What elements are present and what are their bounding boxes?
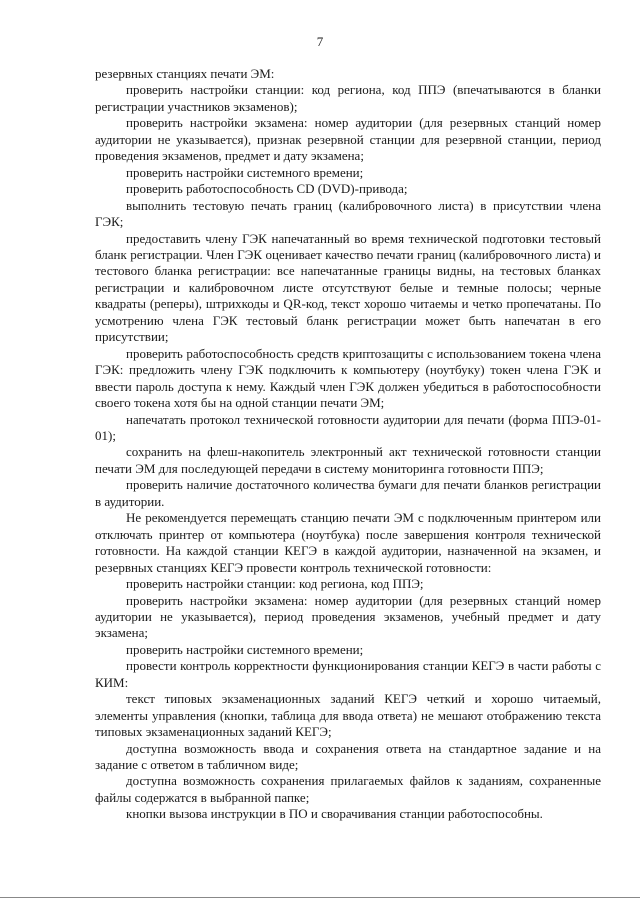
paragraph: резервных станциях печати ЭМ: [95, 66, 275, 81]
paragraph: проверить работоспособность средств криптозащиты с использованием токена члена ГЭК: предложить члену ГЭК подключить к компьютеру (ноутбуку) токен члена ГЭК и ввести пароль доступа к нему. Каждый член ГЭК должен убедиться в работоспособности своего токена хотя бы на одной станции печати ЭМ; [95, 345, 601, 411]
paragraph: доступна возможность сохранения прилагаемых файлов к заданиям, сохраненные файлы содержатся в выбранной папке; [95, 773, 601, 805]
page-number: 7 [316, 34, 324, 49]
paragraph: доступна возможность ввода и сохранения ответа на стандартное задание и на задание с ответом в табличном виде; [95, 740, 601, 773]
paragraph: проверить настройки станции: код региона, код ППЭ (впечатываются в бланки регистрации участников экзаменов); [95, 82, 601, 114]
paragraph: кнопки вызова инструкции в ПО и сворачивания станции работоспособны. [126, 806, 543, 822]
page-bottom-edge [0, 897, 640, 898]
paragraph: проверить наличие достаточного количества бумаги для печати бланков регистрации в аудитории. [95, 477, 601, 509]
paragraph: проверить настройки экзамена: номер аудитории (для резервных станций номер аудитории не указывается), признак резервной станции для резервной станции, период проведения экзаменов, предмет и дату экзамена; [95, 115, 601, 164]
paragraph: сохранить на флеш-накопитель электронный акт технической готовности станции печати ЭМ для последующей передачи в систему мониторинга готовности ППЭ; [95, 444, 601, 476]
paragraph: проверить настройки системного времени; [126, 164, 364, 180]
paragraph: проверить настройки станции: код региона, код ППЭ; [126, 576, 424, 592]
paragraph: проверить настройки системного времени; [126, 641, 364, 657]
paragraph: предоставить члену ГЭК напечатанный во время технической подготовки тестовый бланк регистрации. Член ГЭК оценивает качество печати границ (калибровочного листа) и тестового бланка регистрации: все напечатанные границы видны, на тестовых бланках регистрации и калибровочном листе отсутствуют белые и темные полосы; черные квадраты (реперы), штрихкоды и QR-код, текст хорошо читаемы и четко пропечатаны. По усмотрению члена ГЭК тестовый бланк регистрации может быть напечатан в его присутствии; [95, 230, 601, 345]
paragraph: напечатать протокол технической готовности аудитории для печати (форма ППЭ-01-01); [95, 411, 601, 443]
paragraph: проверить настройки экзамена: номер аудитории (для резервных станций номер аудитории не указывается), период проведения экзаменов, учебный предмет и дату экзамена; [95, 592, 601, 641]
paragraph: провести контроль корректности функционирования станции КЕГЭ в части работы с КИМ: [95, 658, 601, 690]
paragraph: Не рекомендуется перемещать станцию печати ЭМ с подключенным принтером или отключать принтер от компьютера (ноутбука) после завершения контроля технической готовности. На каждой станции КЕГЭ в каждой аудитории, назначенной на экзамен, и резервных станциях КЕГЭ провести контроль технической готовности: [95, 510, 601, 575]
document-body [95, 66, 601, 823]
paragraph: проверить работоспособность CD (DVD)-привода; [126, 181, 408, 197]
paragraph: текст типовых экзаменационных заданий КЕГЭ четкий и хорошо читаемый, элементы управления (кнопки, таблица для ввода ответа) не мешают отображению текста типовых экзаменационных заданий КЕГЭ; [95, 691, 601, 740]
paragraph: выполнить тестовую печать границ (калибровочного листа) в присутствии члена ГЭК; [95, 197, 601, 230]
